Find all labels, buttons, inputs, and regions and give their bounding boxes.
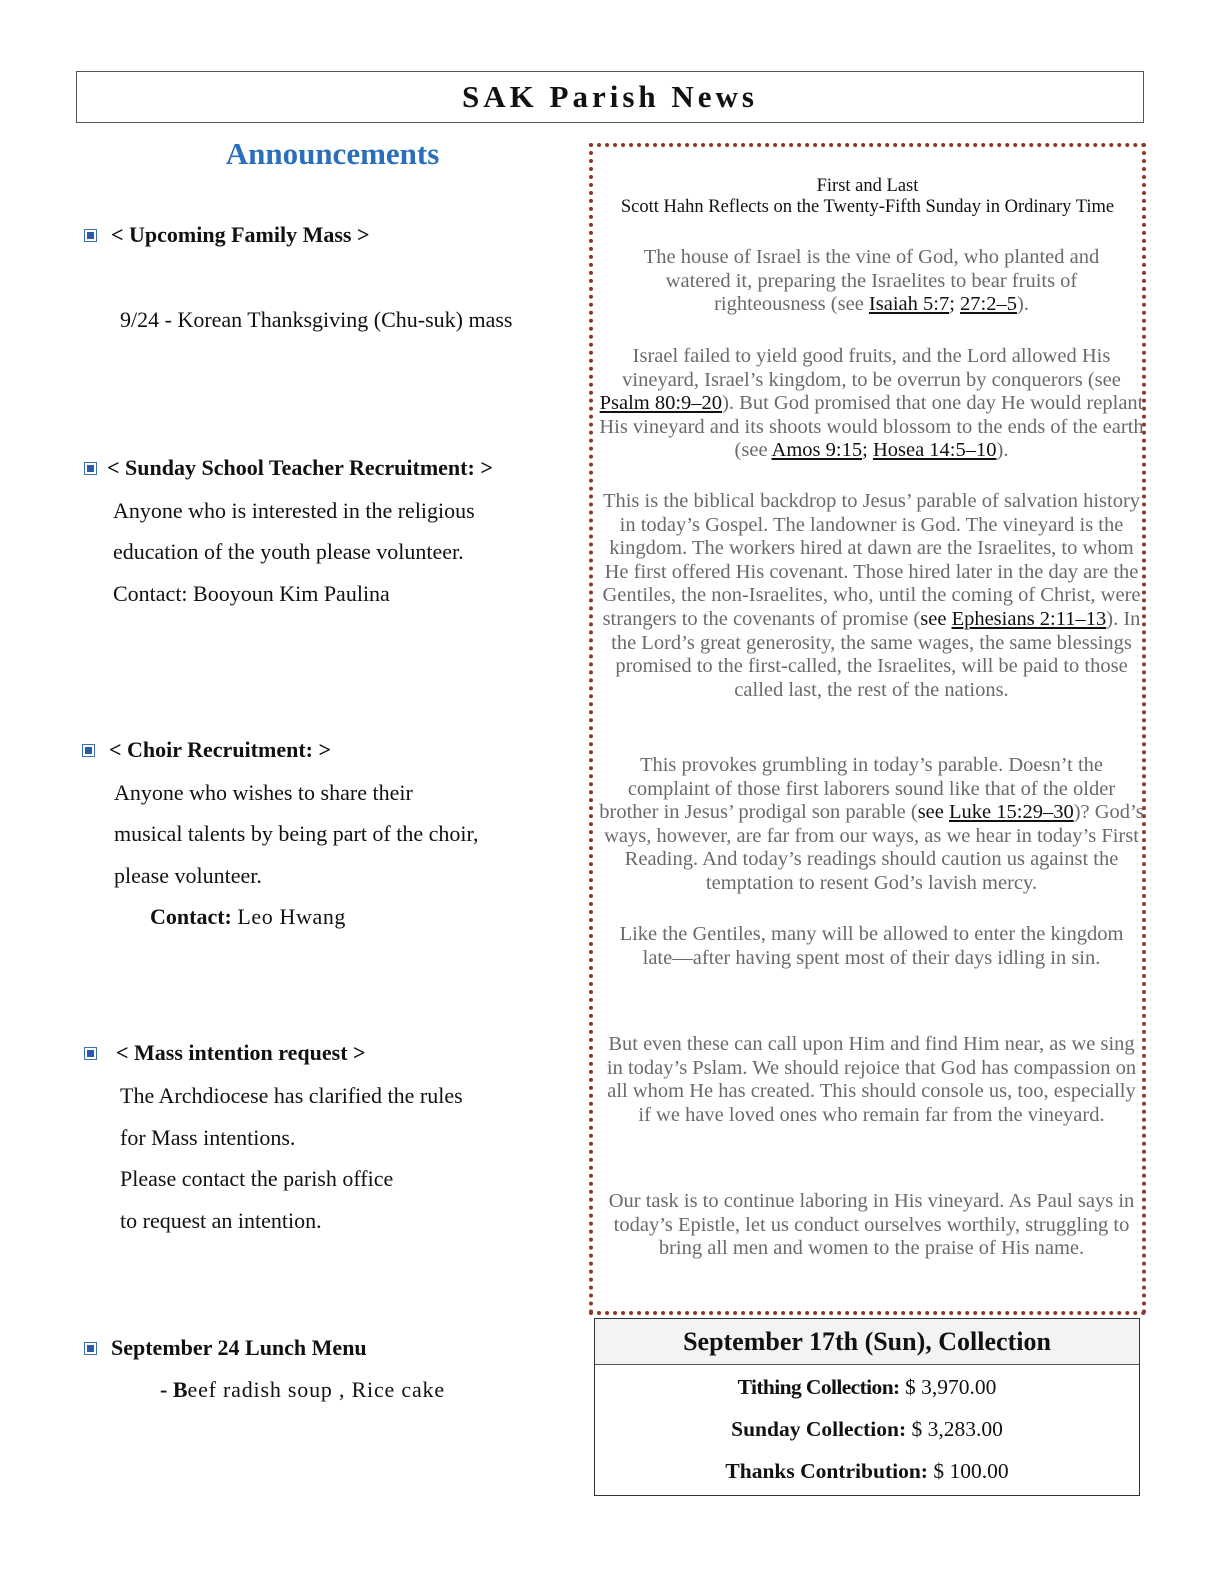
bullet-icon	[84, 462, 97, 475]
choir-contact	[150, 904, 346, 930]
teacher-recruitment-item	[84, 455, 564, 481]
choir-contact-label: Contact:	[150, 904, 232, 929]
choir-line: please volunteer.	[114, 863, 262, 888]
intention-line: to request an intention.	[120, 1208, 322, 1233]
reflection-box	[589, 143, 1146, 1315]
reflection-paragraph: This is the biblical backdrop to Jesus’ parable of salvation history in today’s Gospel. The landowner is God. The vineyard is the kingdom. The workers hired at dawn are the Israelites, to whom He first offered His covenant. Those hired later in the day are the Gentiles, the non-Israelites, who, until the coming of Christ, were strangers to the covenants of promise (see Ephesians 2:11–13). In the Lord’s great generosity, the same wages, the same blessings promised to the first-called, the Israelites, will be paid to those called last, the rest of the nations.	[602, 490, 1141, 701]
sunday-row	[595, 1417, 1139, 1442]
bullet-icon	[84, 1342, 97, 1355]
lunch-menu-title: September 24 Lunch Menu	[111, 1335, 367, 1360]
sunday-label: Sunday Collection:	[731, 1417, 907, 1441]
intention-line: The Archdiocese has clarified the rules	[120, 1083, 463, 1108]
intention-line: Please contact the parish office	[120, 1166, 394, 1191]
lunch-menu-text: eef radish soup , Rice cake	[187, 1377, 445, 1402]
reflection-paragraph: The house of Israel is the vine of God, who planted and watered it, preparing the Israelites to bear fruits of righteousness (see Isaiah 5:7; 27:2–5).	[643, 246, 1100, 316]
choir-recruitment-title: < Choir Recruitment: >	[109, 737, 332, 762]
choir-line: Anyone who wishes to share their	[114, 780, 413, 805]
reflection-paragraph: Our task is to continue laboring in His vineyard. As Paul says in today’s Epistle, let us conduct ourselves worthily, struggling to bring all men and women to the praise of His name.	[608, 1190, 1135, 1260]
reflection-paragraph: Israel failed to yield good fruits, and the Lord allowed His vineyard, Israel’s kingdom, to be overrun by conquerors (see Psalm 80:9–20). But God promised that one day He would replant His vineyard and its shoots would blossom to the ends of the earth (see Amos 9:15; Hosea 14:5–10).	[599, 345, 1144, 462]
tithing-value: $ 3,970.00	[905, 1375, 997, 1399]
scripture-link[interactable]: Isaiah 5:7	[868, 293, 950, 316]
announcements-heading: Announcements	[225, 136, 440, 171]
scripture-link[interactable]: Hosea 14:5–10	[872, 439, 997, 462]
tithing-row	[595, 1375, 1139, 1400]
newsletter-title: SAK Parish News	[76, 71, 1144, 123]
reflection-subtitle: Scott Hahn Reflects on the Twenty-Fifth Sunday in Ordinary Time	[620, 197, 1115, 217]
choir-contact-name: Leo Hwang	[237, 904, 347, 929]
sunday-value: $ 3,283.00	[911, 1417, 1003, 1441]
reflection-paragraph: But even these can call upon Him and find Him near, as we sing in today’s Pslam. We should rejoice that God has compassion on all whom He has created. This should console us, too, especially if we have loved ones who remain far from the vineyard.	[606, 1033, 1137, 1126]
mass-intention-item	[84, 1040, 564, 1066]
teacher-contact: Contact: Booyoun Kim Paulina	[113, 581, 390, 606]
mass-intention-title: < Mass intention request >	[116, 1040, 366, 1065]
reflection-title: First and Last	[816, 176, 919, 196]
lunch-menu-item	[84, 1335, 564, 1361]
thanks-row	[595, 1459, 1139, 1484]
teacher-line: Anyone who is interested in the religious	[113, 498, 475, 523]
choir-recruitment-item	[82, 737, 562, 763]
teacher-line: education of the youth please volunteer.	[113, 539, 464, 564]
scripture-link[interactable]: Ephesians 2:11–13	[951, 607, 1107, 630]
collection-box	[594, 1318, 1140, 1496]
lunch-menu-prefix: - B	[160, 1377, 188, 1402]
collection-title: September 17th (Sun), Collection	[595, 1319, 1139, 1365]
reflection-paragraph: This provokes grumbling in today’s parable. Doesn’t the complaint of those first laborers sound like that of the older brother in Jesus’ prodigal son parable (see Luke 15:29–30)? God’s ways, however, are far from our ways, as we hear in today’s First Reading. And today’s readings should caution us against the temptation to resent God’s lavish mercy.	[599, 754, 1144, 894]
family-mass-detail: 9/24 - Korean Thanksgiving (Chu-suk) mass	[120, 307, 513, 332]
scripture-link[interactable]: Luke 15:29–30	[949, 801, 1074, 824]
scripture-link[interactable]: Psalm 80:9–20	[599, 392, 723, 415]
thanks-label: Thanks Contribution:	[725, 1459, 928, 1483]
bullet-icon	[84, 229, 97, 242]
scripture-link[interactable]: Amos 9:15	[771, 439, 863, 462]
scripture-link[interactable]: 27:2–5	[960, 293, 1017, 316]
tithing-label: Tithing Collection:	[737, 1375, 900, 1399]
lunch-menu-detail	[160, 1377, 445, 1403]
intention-line: for Mass intentions.	[120, 1125, 296, 1150]
teacher-recruitment-title: < Sunday School Teacher Recruitment: >	[107, 455, 493, 480]
thanks-value: $ 100.00	[933, 1459, 1009, 1483]
family-mass-item	[84, 222, 564, 248]
bullet-icon	[82, 744, 95, 757]
family-mass-title: < Upcoming Family Mass >	[111, 222, 370, 247]
bullet-icon	[84, 1047, 97, 1060]
reflection-paragraph: Like the Gentiles, many will be allowed to enter the kingdom late—after having spent most of their days idling in sin.	[619, 923, 1124, 969]
choir-line: musical talents by being part of the choir,	[114, 821, 479, 846]
